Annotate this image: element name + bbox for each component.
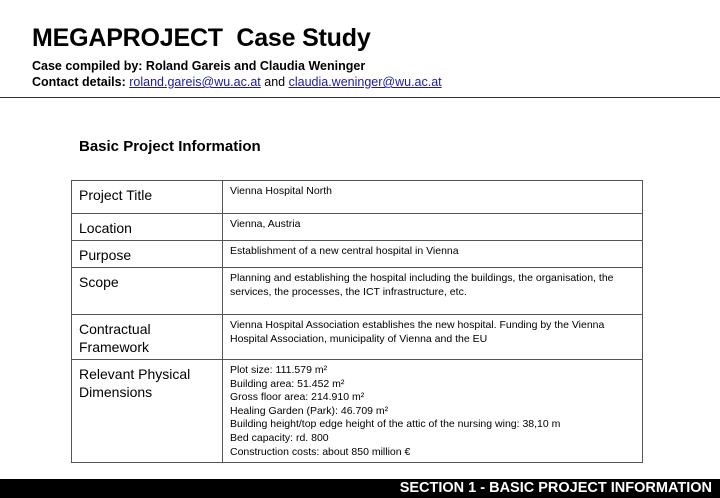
contact-details xyxy=(32,75,442,89)
contact-and: and xyxy=(264,75,286,89)
dimension-building-area: Building area: 51.452 m² xyxy=(230,377,345,390)
dimension-gross-floor-area: Gross floor area: 214.910 m² xyxy=(230,391,365,404)
row-label: Project Title xyxy=(72,181,223,214)
dimension-building-height: Building height/top edge height of the attic of the nursing wing: 38,10 m xyxy=(230,418,561,431)
project-info-table xyxy=(71,180,643,463)
table-row xyxy=(72,315,643,360)
contact-label: Contact details: xyxy=(32,75,126,89)
table-row xyxy=(72,214,643,241)
compiled-by: Case compiled by: Roland Gareis and Claudia Weninger xyxy=(32,59,366,73)
dimension-healing-garden: Healing Garden (Park): 46.709 m² xyxy=(230,404,389,417)
row-label: Purpose xyxy=(72,241,223,268)
row-value: Vienna Hospital Association establishes the new hospital. Funding by the Vienna Hospital Association, municipality of Vienna and the EU xyxy=(223,315,643,360)
email-link-roland[interactable]: roland.gareis@wu.ac.at xyxy=(129,75,261,89)
table-row xyxy=(72,181,643,214)
row-value: Vienna, Austria xyxy=(223,214,643,241)
table-row xyxy=(72,268,643,315)
table-row xyxy=(72,241,643,268)
page-title: MEGAPROJECT Case Study xyxy=(32,24,371,52)
row-value: Planning and establishing the hospital including the buildings, the organisation, the services, the processes, the ICT infrastructure, etc. xyxy=(223,268,643,315)
row-label: Location xyxy=(72,214,223,241)
dimension-plot-size: Plot size: 111.579 m² xyxy=(230,364,328,376)
row-label: Relevant Physical Dimensions xyxy=(72,360,223,463)
row-label: Contractual Framework xyxy=(72,315,223,360)
header-divider xyxy=(0,97,720,98)
table-row xyxy=(72,360,643,463)
section-heading: Basic Project Information xyxy=(79,138,261,155)
email-link-claudia[interactable]: claudia.weninger@wu.ac.at xyxy=(288,75,442,89)
dimension-construction-costs: Construction costs: about 850 million € xyxy=(230,445,411,458)
row-value: Establishment of a new central hospital in Vienna xyxy=(223,241,643,268)
dimension-bed-capacity: Bed capacity: rd. 800 xyxy=(230,431,329,444)
row-value: Vienna Hospital North xyxy=(223,181,643,214)
row-label: Scope xyxy=(72,268,223,315)
row-value-dimensions xyxy=(223,360,643,463)
footer-section-label: SECTION 1 - BASIC PROJECT INFORMATION xyxy=(399,480,712,496)
footer-bar xyxy=(0,479,720,498)
